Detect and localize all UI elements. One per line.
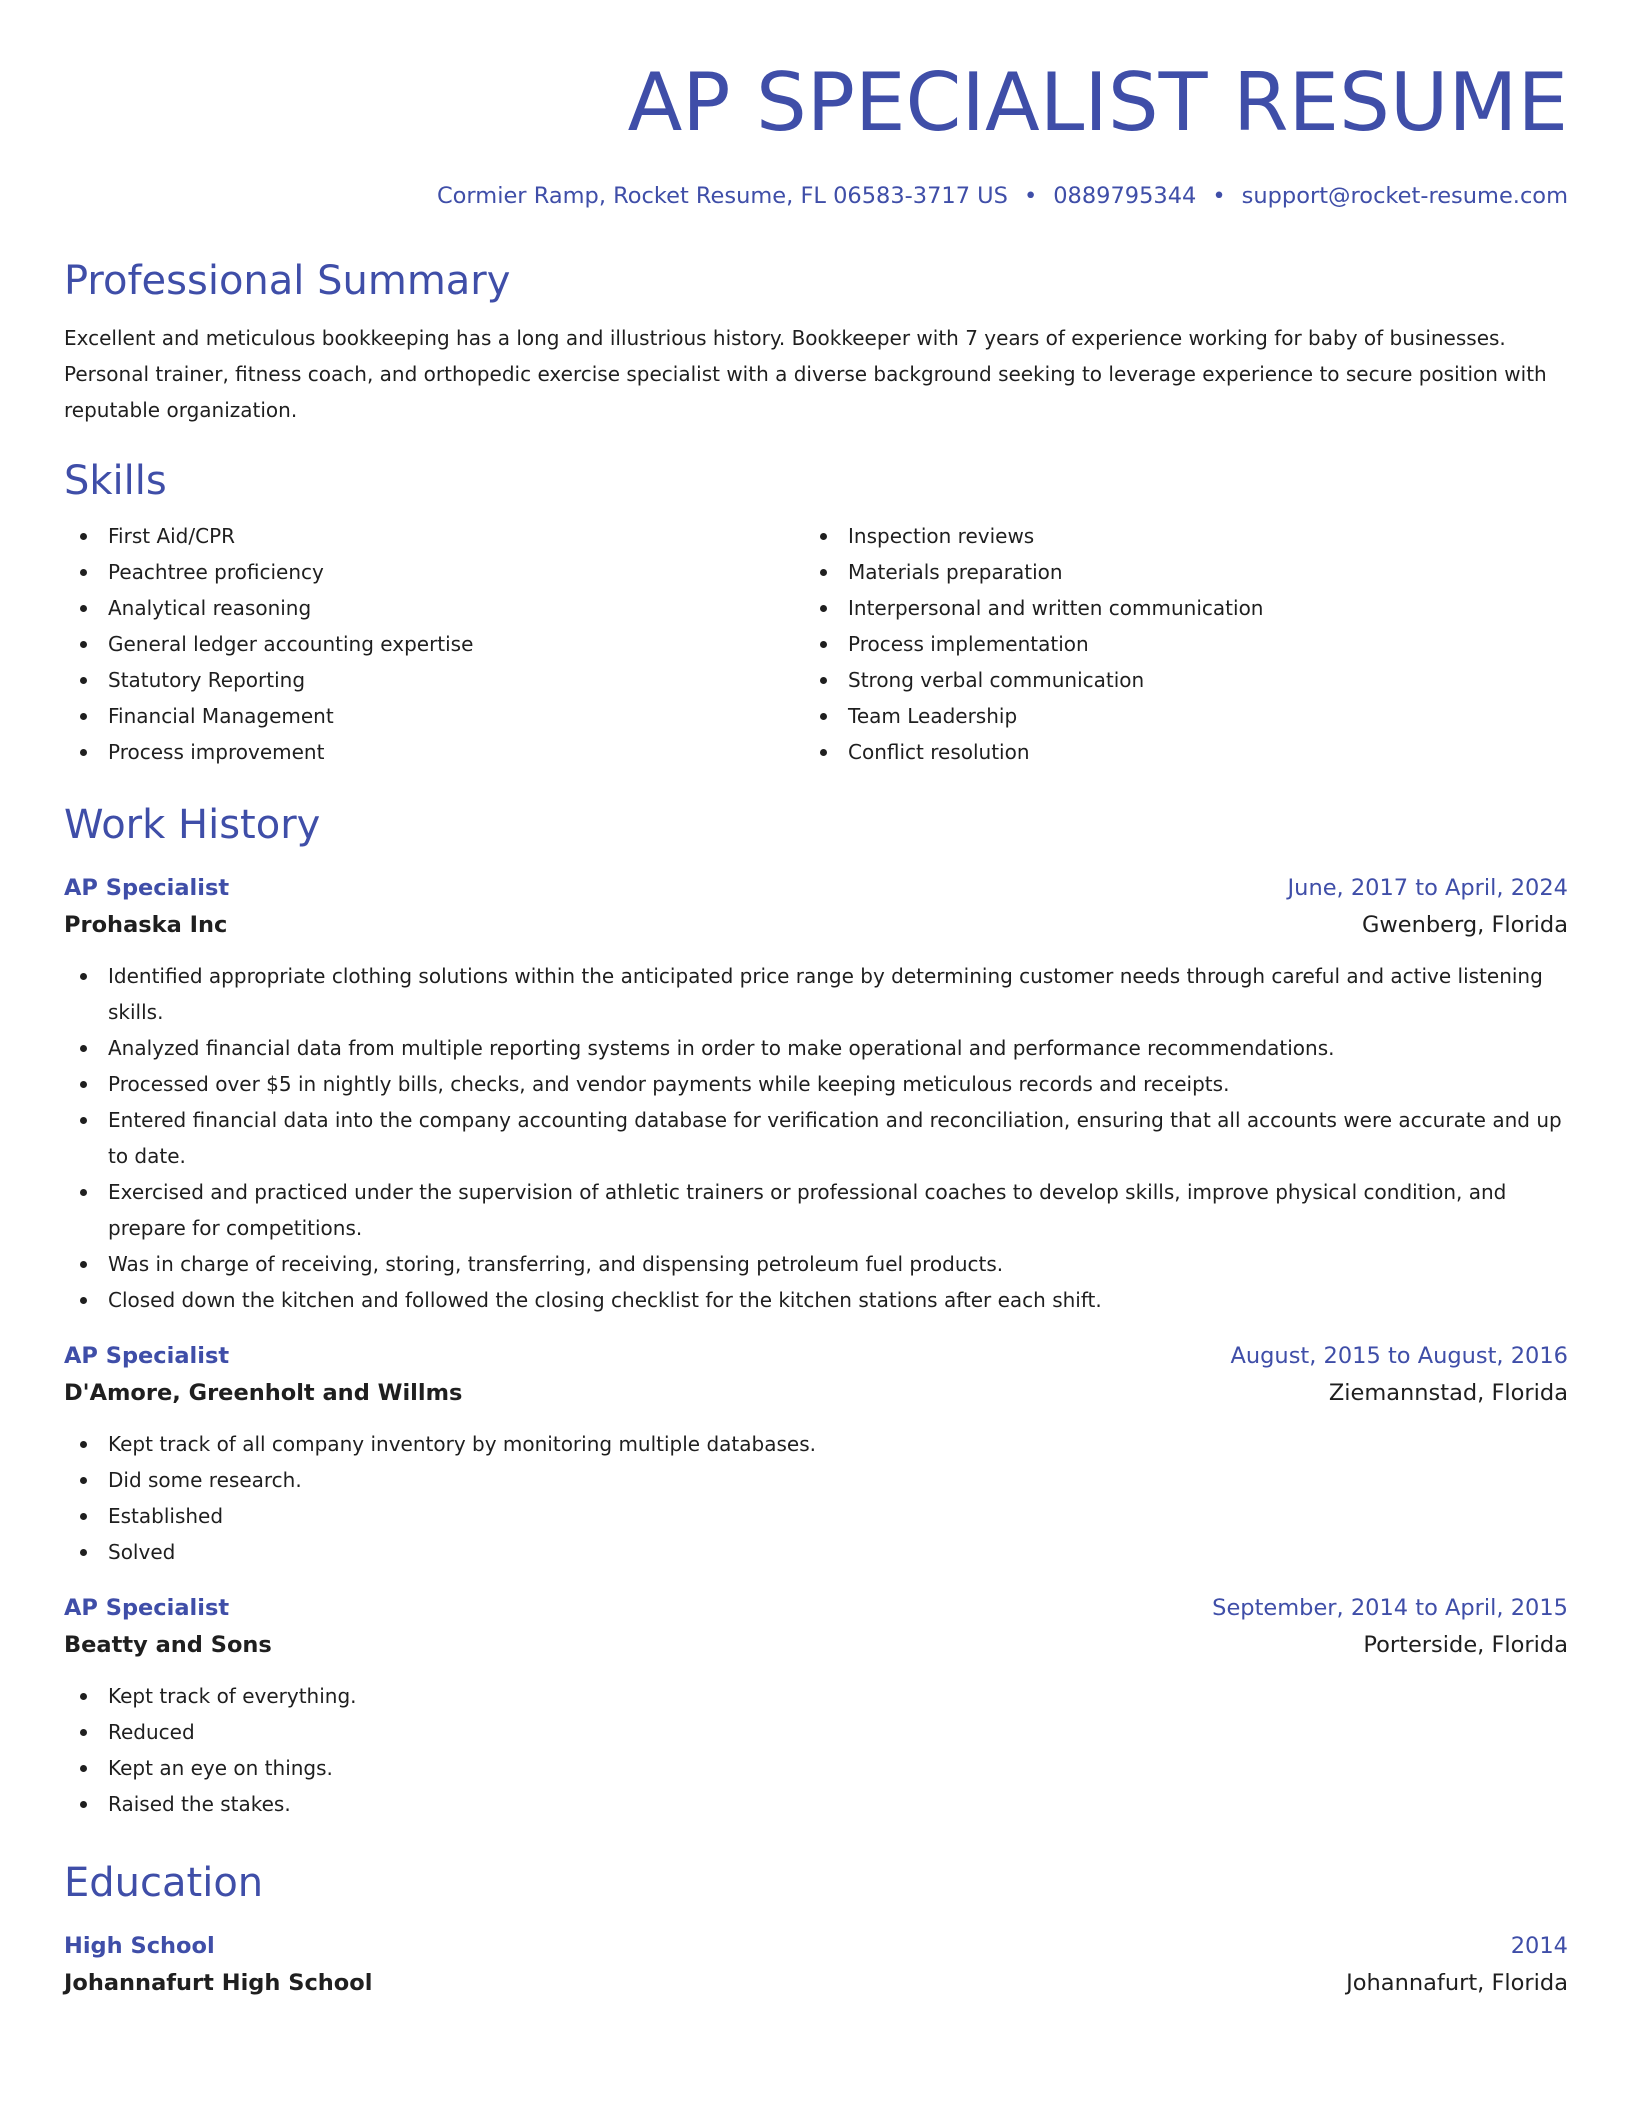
contact-separator: • xyxy=(1212,183,1226,209)
job-bullet: Kept track of everything. xyxy=(64,1678,1568,1714)
job-company: Prohaska Inc xyxy=(64,912,228,938)
education-school-row xyxy=(64,1964,1568,2002)
job-header-row xyxy=(64,1590,1568,1626)
job-bullet: Raised the stakes. xyxy=(64,1786,1568,1822)
skill-item: Strong verbal communication xyxy=(804,662,1544,698)
education-heading: Education xyxy=(64,1860,264,1906)
skill-item: Peachtree proficiency xyxy=(64,554,804,590)
skills-column-right xyxy=(804,518,1544,770)
job-bullet: Established xyxy=(64,1498,1568,1534)
job-entry xyxy=(64,1590,1568,1822)
job-entry xyxy=(64,870,1568,1318)
work-history-heading: Work History xyxy=(64,802,321,848)
job-entry xyxy=(64,1338,1568,1570)
job-bullets xyxy=(64,1678,1568,1822)
job-location: Ziemannstad, Florida xyxy=(1328,1380,1568,1406)
job-bullet: Analyzed financial data from multiple reporting systems in order to make operational and performance recommendations. xyxy=(64,1030,1568,1066)
job-bullet: Exercised and practiced under the supervision of athletic trainers or professional coaches to develop skills, improve physical condition, and prepare for competitions. xyxy=(64,1174,1568,1246)
resume-header xyxy=(64,56,1568,212)
education-header-row xyxy=(64,1928,1568,1964)
skill-item: Analytical reasoning xyxy=(64,590,804,626)
skill-item: Conflict resolution xyxy=(804,734,1544,770)
job-dates: June, 2017 to April, 2024 xyxy=(1287,875,1568,901)
skill-item: Statutory Reporting xyxy=(64,662,804,698)
skill-item: Inspection reviews xyxy=(804,518,1544,554)
job-bullet: Solved xyxy=(64,1534,1568,1570)
education-entry xyxy=(64,1928,1568,2002)
job-bullet: Entered financial data into the company accounting database for verification and reconciliation, ensuring that all accounts were accurate and up to date. xyxy=(64,1102,1568,1174)
job-bullet: Closed down the kitchen and followed the closing checklist for the kitchen stations after each shift. xyxy=(64,1282,1568,1318)
contact-email: support@rocket-resume.com xyxy=(1241,183,1568,209)
job-bullet: Was in charge of receiving, storing, transferring, and dispensing petroleum fuel products. xyxy=(64,1246,1568,1282)
job-header-row xyxy=(64,1338,1568,1374)
job-title: AP Specialist xyxy=(64,1595,230,1621)
job-title: AP Specialist xyxy=(64,875,230,901)
education-school: Johannafurt High School xyxy=(64,1970,373,1996)
education-degree: High School xyxy=(64,1933,215,1959)
skill-item: Financial Management xyxy=(64,698,804,734)
education-year: 2014 xyxy=(1510,1933,1568,1959)
job-title: AP Specialist xyxy=(64,1343,230,1369)
skill-item: Interpersonal and written communication xyxy=(804,590,1544,626)
skill-item: Process implementation xyxy=(804,626,1544,662)
job-bullets xyxy=(64,958,1568,1318)
skills-heading: Skills xyxy=(64,458,167,504)
job-bullet: Processed over $5 in nightly bills, checks, and vendor payments while keeping meticulous records and receipts. xyxy=(64,1066,1568,1102)
skills-list xyxy=(64,518,1568,770)
job-company: Beatty and Sons xyxy=(64,1632,272,1658)
education-location: Johannafurt, Florida xyxy=(1346,1970,1568,1996)
job-bullet: Kept an eye on things. xyxy=(64,1750,1568,1786)
job-location: Porterside, Florida xyxy=(1363,1632,1568,1658)
contact-address: Cormier Ramp, Rocket Resume, FL 06583-3717 US xyxy=(436,183,1008,209)
skill-item: Process improvement xyxy=(64,734,804,770)
skills-column-left xyxy=(64,518,804,770)
job-company-row xyxy=(64,906,1568,944)
job-bullet: Kept track of all company inventory by monitoring multiple databases. xyxy=(64,1426,1568,1462)
contact-separator: • xyxy=(1023,183,1038,209)
contact-line xyxy=(64,180,1568,212)
job-header-row xyxy=(64,870,1568,906)
job-bullet: Identified appropriate clothing solutions within the anticipated price range by determining customer needs through careful and active listening skills. xyxy=(64,958,1568,1030)
skill-item: General ledger accounting expertise xyxy=(64,626,804,662)
job-dates: August, 2015 to August, 2016 xyxy=(1230,1343,1568,1369)
summary-text: Excellent and meticulous bookkeeping has a long and illustrious history. Bookkeeper with 7 years of experience working for baby of businesses. Personal trainer, fitness coach, and orthopedic exercise specialist with a diverse background seeking to leverage experience to secure position with reputable organization. xyxy=(64,326,1547,422)
job-bullet: Reduced xyxy=(64,1714,1568,1750)
job-dates: September, 2014 to April, 2015 xyxy=(1212,1595,1568,1621)
resume-title: AP SPECIALIST RESUME xyxy=(627,56,1568,149)
job-company-row xyxy=(64,1374,1568,1412)
job-bullets xyxy=(64,1426,1568,1570)
contact-phone: 0889795344 xyxy=(1053,183,1197,209)
job-company: D'Amore, Greenholt and Willms xyxy=(64,1380,463,1406)
summary-heading: Professional Summary xyxy=(64,258,511,304)
job-company-row xyxy=(64,1626,1568,1664)
job-location: Gwenberg, Florida xyxy=(1361,912,1568,938)
job-bullet: Did some research. xyxy=(64,1462,1568,1498)
skill-item: Team Leadership xyxy=(804,698,1544,734)
skill-item: First Aid/CPR xyxy=(64,518,804,554)
skill-item: Materials preparation xyxy=(804,554,1544,590)
